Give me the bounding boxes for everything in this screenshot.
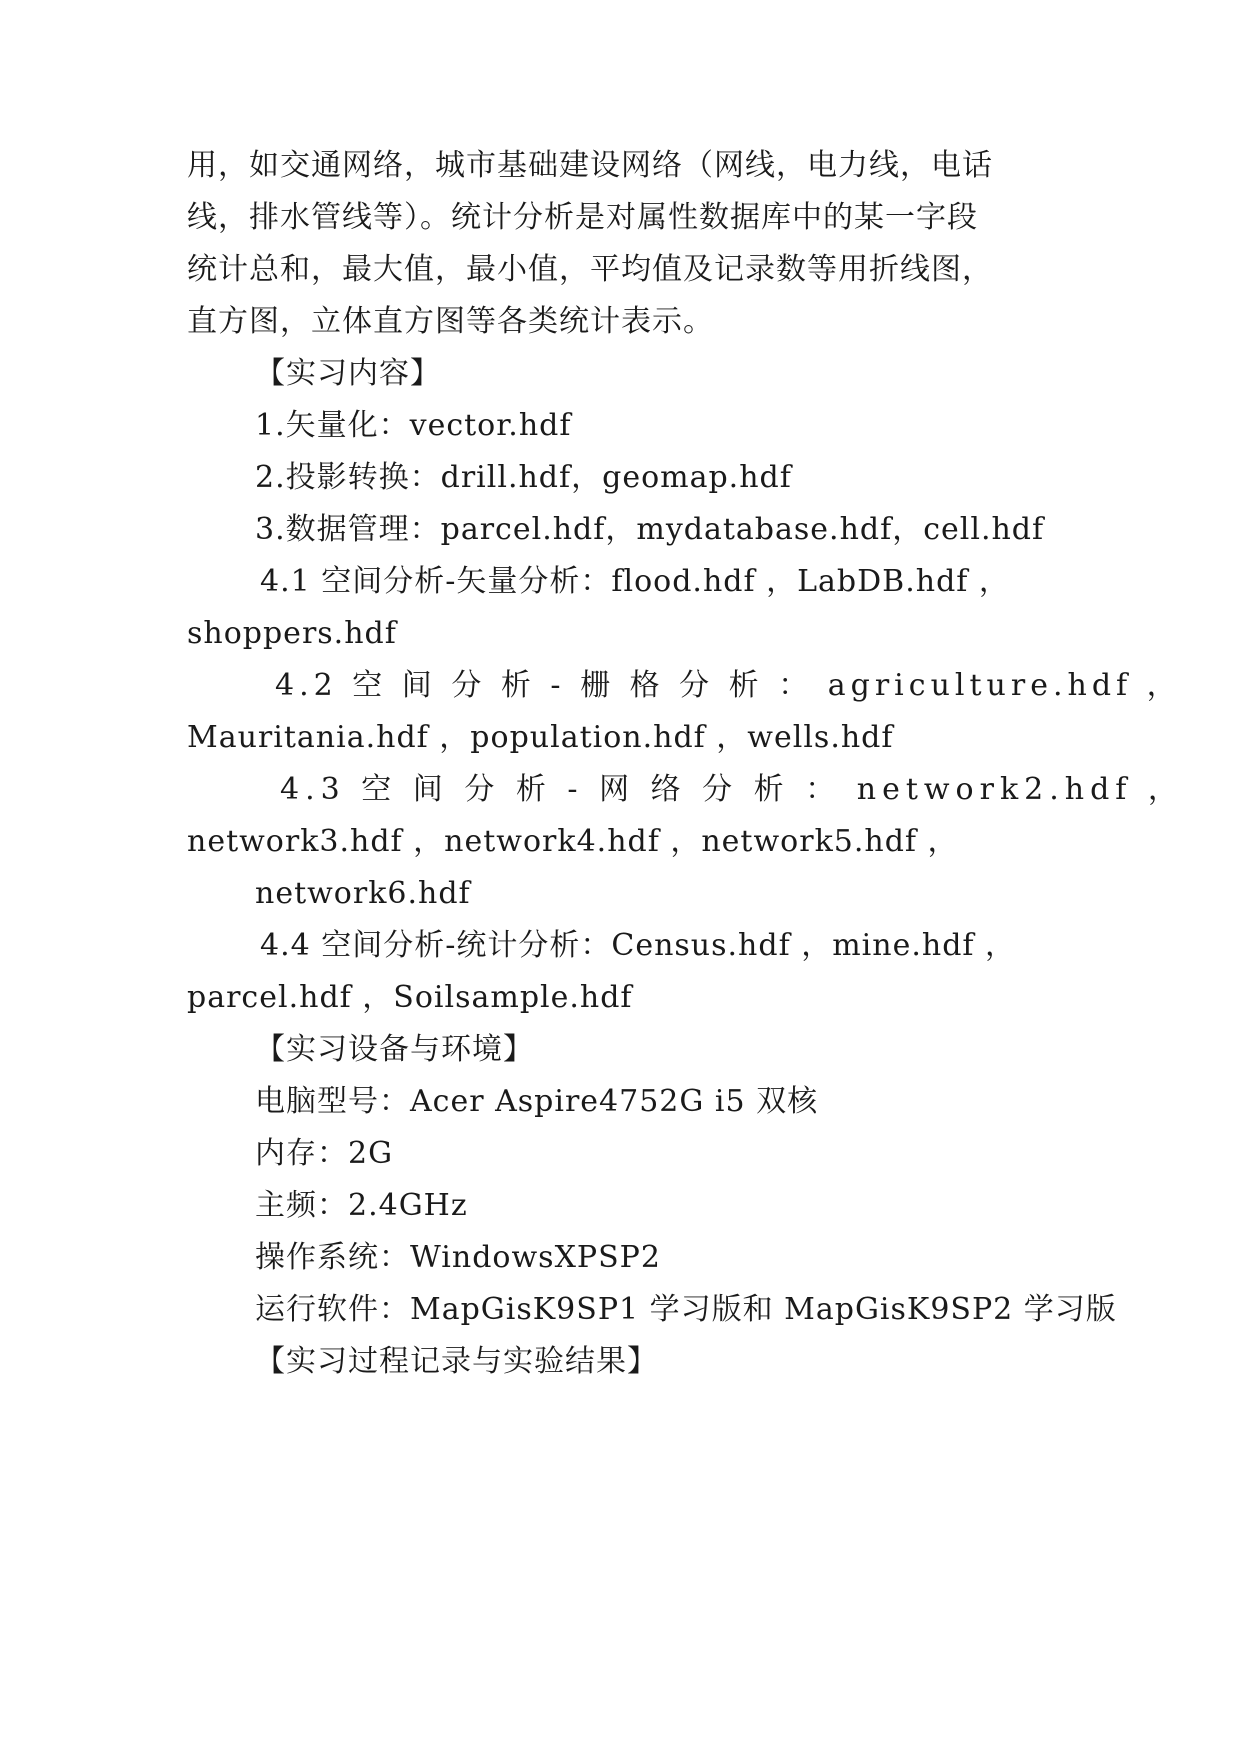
section-heading-content: 【实习内容】 xyxy=(255,356,441,391)
section-heading-equipment: 【实习设备与环境】 xyxy=(255,1032,534,1067)
content-item-3: 3.数据管理：parcel.hdf，mydatabase.hdf，cell.hdf xyxy=(255,512,1045,547)
paragraph-line-1: 用，如交通网络，城市基础建设网络（网线，电力线，电话 xyxy=(187,148,993,183)
content-item-4-1-line-1: 4.1 空间分析-矢量分析：flood.hdf ，LabDB.hdf ， xyxy=(260,564,1010,599)
content-item-4-2-line-1: 4.2 空 间 分 析 - 栅 格 分 析 ： agriculture.hdf ， xyxy=(275,668,1182,703)
paragraph-line-4: 直方图，立体直方图等各类统计表示。 xyxy=(187,304,714,339)
content-item-4-3-line-1: 4.3 空 间 分 析 - 网 络 分 析 ： network2.hdf ， xyxy=(280,772,1184,807)
content-item-4-4-line-1: 4.4 空间分析-统计分析：Census.hdf ，mine.hdf ， xyxy=(260,928,1017,963)
equipment-item-4: 操作系统：WindowsXPSP2 xyxy=(255,1240,661,1275)
equipment-item-5: 运行软件：MapGisK9SP1 学习版和 MapGisK9SP2 学习版 xyxy=(255,1292,1117,1327)
content-item-4-2-line-2: Mauritania.hdf ，population.hdf ，wells.hdf xyxy=(187,720,894,755)
equipment-item-3: 主频：2.4GHz xyxy=(255,1188,468,1223)
content-item-2: 2.投影转换：drill.hdf，geomap.hdf xyxy=(255,460,792,495)
equipment-item-2: 内存：2G xyxy=(255,1136,394,1171)
content-item-4-3-line-3: network6.hdf xyxy=(255,876,471,911)
content-item-4-4-line-2: parcel.hdf ，Soilsample.hdf xyxy=(187,980,633,1015)
content-item-1: 1.矢量化：vector.hdf xyxy=(255,408,572,443)
content-item-4-1-line-2: shoppers.hdf xyxy=(187,616,397,651)
paragraph-line-3: 统计总和，最大值，最小值，平均值及记录数等用折线图， xyxy=(187,252,993,287)
paragraph-line-2: 线，排水管线等）。统计分析是对属性数据库中的某一字段 xyxy=(187,200,978,235)
section-heading-record: 【实习过程记录与实验结果】 xyxy=(255,1344,658,1379)
content-item-4-3-line-2: network3.hdf ，network4.hdf ，network5.hdf ， xyxy=(187,824,959,859)
equipment-item-1: 电脑型号：Acer Aspire4752G i5 双核 xyxy=(255,1084,819,1119)
